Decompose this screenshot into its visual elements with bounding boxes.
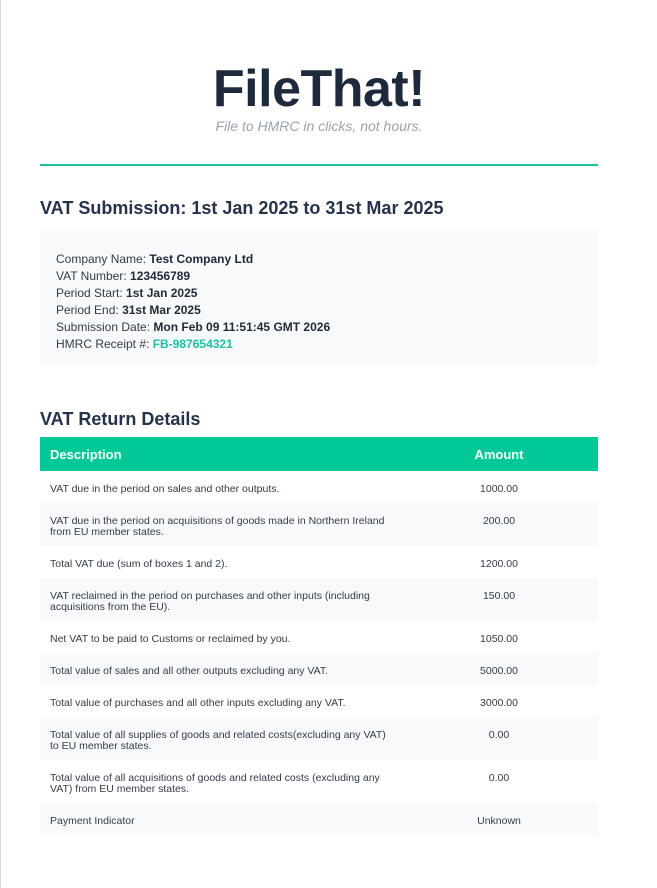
row-description: VAT due in the period on sales and other outputs.: [50, 483, 280, 495]
vat-return-table: [40, 437, 598, 835]
company-name-value: Test Company Ltd: [149, 252, 254, 266]
row-description: Total value of all supplies of goods and related costs(excluding any VAT) to EU member states.: [50, 729, 386, 752]
header-divider: [40, 164, 598, 166]
period-end-line: [56, 302, 582, 319]
table-row: [40, 503, 598, 546]
row-amount: Unknown: [400, 803, 598, 835]
vat-number-line: [56, 268, 582, 285]
table-row: [40, 685, 598, 717]
period-start-line: [56, 285, 582, 302]
table-row: [40, 621, 598, 653]
table-header-row: [40, 437, 598, 471]
row-amount: 5000.00: [400, 653, 598, 685]
row-amount: 150.00: [400, 578, 598, 621]
row-description: Total value of purchases and all other inputs excluding any VAT.: [50, 697, 346, 709]
vat-number-label: VAT Number:: [56, 269, 127, 283]
row-description: Total value of all acquisitions of goods and related costs (excluding any VAT) from EU member states.: [50, 772, 380, 795]
hmrc-receipt-line: [56, 336, 582, 353]
table-row: [40, 803, 598, 835]
row-description: VAT reclaimed in the period on purchases and other inputs (including acquisitions from the EU).: [50, 590, 370, 613]
row-description: VAT due in the period on acquisitions of goods made in Northern Ireland from EU member states.: [50, 515, 385, 538]
brand-title: FileThat!: [212, 60, 426, 118]
table-row: [40, 653, 598, 685]
row-description: Net VAT to be paid to Customs or reclaimed by you.: [50, 633, 291, 645]
period-start-value: 1st Jan 2025: [126, 286, 198, 300]
period-start-label: Period Start:: [56, 286, 123, 300]
period-end-label: Period End:: [56, 303, 119, 317]
row-amount: 0.00: [400, 717, 598, 760]
submission-date-value: Mon Feb 09 11:51:45 GMT 2026: [153, 320, 331, 334]
description-column-header: Description: [40, 437, 400, 471]
row-amount: 1000.00: [480, 483, 518, 495]
table-row: [40, 578, 598, 621]
row-amount: 1050.00: [480, 633, 518, 645]
company-name-label: Company Name:: [56, 252, 147, 266]
details-heading: VAT Return Details: [40, 409, 201, 429]
document-page: [40, 0, 598, 835]
vat-number-value: 123456789: [130, 269, 191, 283]
table-row: [40, 717, 598, 760]
row-amount: 200.00: [400, 503, 598, 546]
amount-column-header: Amount: [400, 437, 598, 471]
submission-heading: VAT Submission: 1st Jan 2025 to 31st Mar 2025: [40, 198, 444, 218]
hmrc-receipt-label: HMRC Receipt #:: [56, 337, 150, 351]
table-row: [40, 471, 598, 503]
page-edge: [0, 0, 1, 888]
row-description: Total VAT due (sum of boxes 1 and 2).: [50, 558, 228, 570]
row-amount: 1200.00: [480, 558, 518, 570]
brand-header: [40, 0, 598, 134]
table-row: [40, 546, 598, 578]
company-name-line: [56, 251, 582, 268]
row-amount: 0.00: [488, 772, 510, 784]
brand-tagline: File to HMRC in clicks, not hours.: [215, 118, 423, 134]
period-end-value: 31st Mar 2025: [122, 303, 201, 317]
row-description: Payment Indicator: [50, 815, 135, 827]
submission-info-box: [40, 231, 598, 365]
submission-date-label: Submission Date:: [56, 320, 151, 334]
row-description: Total value of sales and all other outputs excluding any VAT.: [50, 665, 329, 677]
table-row: [40, 760, 598, 803]
row-amount: 3000.00: [480, 697, 518, 709]
submission-date-line: [56, 319, 582, 336]
hmrc-receipt-value: FB-987654321: [152, 337, 233, 351]
